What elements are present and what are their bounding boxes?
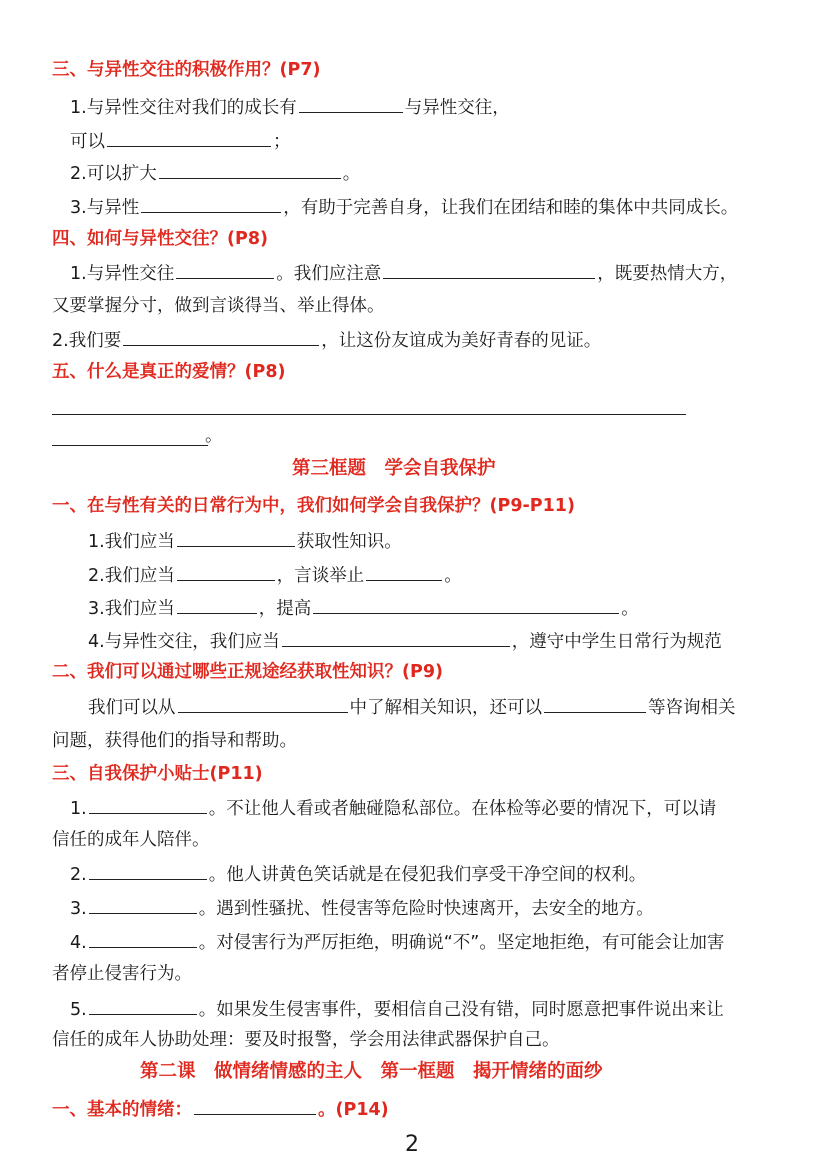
fill-blank[interactable] [89,795,207,814]
fill-blank[interactable] [366,562,442,581]
text: 5. [70,1000,87,1020]
fill-blank[interactable] [141,194,281,213]
section-heading-how-to-interact: 四、如何与异性交往？(P8) [52,229,268,249]
text: ，言谈举止 [276,566,365,586]
text-line [88,694,736,720]
text: 1.与异性交往 [70,264,175,284]
text-line [70,861,646,887]
text-line [88,628,722,654]
text-line: 者停止侵害行为。 [52,964,192,984]
fill-blank[interactable] [178,694,348,713]
text: 2. [70,865,87,885]
text-line: 信任的成年人协助处理：要及时报警，学会用法律武器保护自己。 [52,1030,560,1050]
text-line [70,260,737,286]
text: ； [273,132,291,152]
text: 与异性交往， [404,98,510,118]
text: ，让这份友谊成为美好青春的见证。 [321,331,602,351]
section-heading-tips: 三、自我保护小贴士(P11) [52,764,263,784]
text-line [70,929,724,955]
text: 。 [205,426,223,446]
text: 3. [70,899,87,919]
text: 。如果发生侵害事件，要相信自己没有错，同时愿意把事件说出来让 [198,1000,724,1020]
text: 3.与异性 [70,198,140,218]
fill-blank[interactable] [89,929,197,948]
text-line [88,528,402,554]
text-line: 又要掌握分寸，做到言谈得当、举止得体。 [52,296,385,316]
frame-title: 第三框题 学会自我保护 [292,458,496,479]
section-heading-positive-effects: 三、与异性交往的积极作用？(P7) [52,60,321,80]
answer-line[interactable] [52,445,208,446]
text: ，既要热情大方， [597,264,738,284]
fill-blank[interactable] [123,327,319,346]
fill-blank[interactable] [383,260,595,279]
text-line [70,795,716,821]
text: 。我们应注意 [276,264,382,284]
fill-blank[interactable] [177,528,295,547]
text-line [88,595,639,621]
text: 4.与异性交往，我们应当 [88,632,280,652]
section-heading-self-protection: 一、在与性有关的日常行为中，我们如何学会自我保护？(P9-P11) [52,496,575,516]
answer-line[interactable] [52,414,686,415]
text: 4. [70,933,87,953]
fill-blank[interactable] [89,996,197,1015]
lesson-title: 第二课 做情绪情感的主人 第一框题 揭开情绪的面纱 [140,1061,603,1082]
text-line: 问题，获得他们的指导和帮助。 [52,731,297,751]
fill-blank[interactable] [282,628,510,647]
text: 。对侵害行为严厉拒绝，明确说“不”。坚定地拒绝，有可能会让加害 [198,933,725,953]
text: 。(P14) [318,1100,389,1120]
fill-blank[interactable] [544,694,646,713]
text: 2.我们要 [52,331,122,351]
fill-blank[interactable] [177,562,275,581]
text: ，遵守中学生日常行为规范 [511,632,722,652]
text-line [70,160,360,186]
fill-blank[interactable] [299,94,403,113]
text: 可以 [70,132,105,152]
fill-blank[interactable] [89,895,197,914]
text: 。 [621,599,639,619]
text: 等咨询相关 [648,698,736,718]
section-heading-true-love: 五、什么是真正的爱情？(P8) [52,362,286,382]
text: 。不让他人看或者触碰隐私部位。在体检等必要的情况下，可以请 [208,799,717,819]
text: 获取性知识。 [296,532,402,552]
text: 1.与异性交往对我们的成长有 [70,98,297,118]
text: 。他人讲黄色笑话就是在侵犯我们享受干净空间的权利。 [208,865,647,885]
text-line [70,194,738,220]
fill-blank[interactable] [194,1096,316,1115]
text: 中了解相关知识，还可以 [349,698,542,718]
fill-blank[interactable] [176,260,274,279]
fill-blank[interactable] [313,595,619,614]
fill-blank[interactable] [89,861,207,880]
fill-blank[interactable] [159,160,341,179]
text: 2.我们应当 [88,566,175,586]
text: 2.可以扩大 [70,164,157,184]
text-line [88,562,462,588]
text: 我们可以从 [88,698,176,718]
text: 。遇到性骚扰、性侵害等危险时快速离开，去安全的地方。 [198,899,654,919]
fill-blank[interactable] [107,128,271,147]
text: 3.我们应当 [88,599,175,619]
text: 1.我们应当 [88,532,175,552]
section-heading-basic-emotions [52,1096,389,1122]
text: 一、基本的情绪： [52,1100,192,1120]
text: 。 [444,566,462,586]
fill-blank[interactable] [177,595,257,614]
text-line [70,996,724,1022]
text: 。 [342,164,361,184]
text-line [70,128,291,154]
text-line: 信任的成年人陪伴。 [52,830,210,850]
text-line [52,327,601,353]
text: ，提高 [258,599,312,619]
text: 1. [70,799,87,819]
section-heading-knowledge-channels: 二、我们可以通过哪些正规途经获取性知识？(P9) [52,662,443,682]
text-line [70,94,510,120]
text: ，有助于完善自身，让我们在团结和睦的集体中共同成长。 [283,198,739,218]
text-line [70,895,654,921]
page-number: 2 [405,1132,419,1157]
